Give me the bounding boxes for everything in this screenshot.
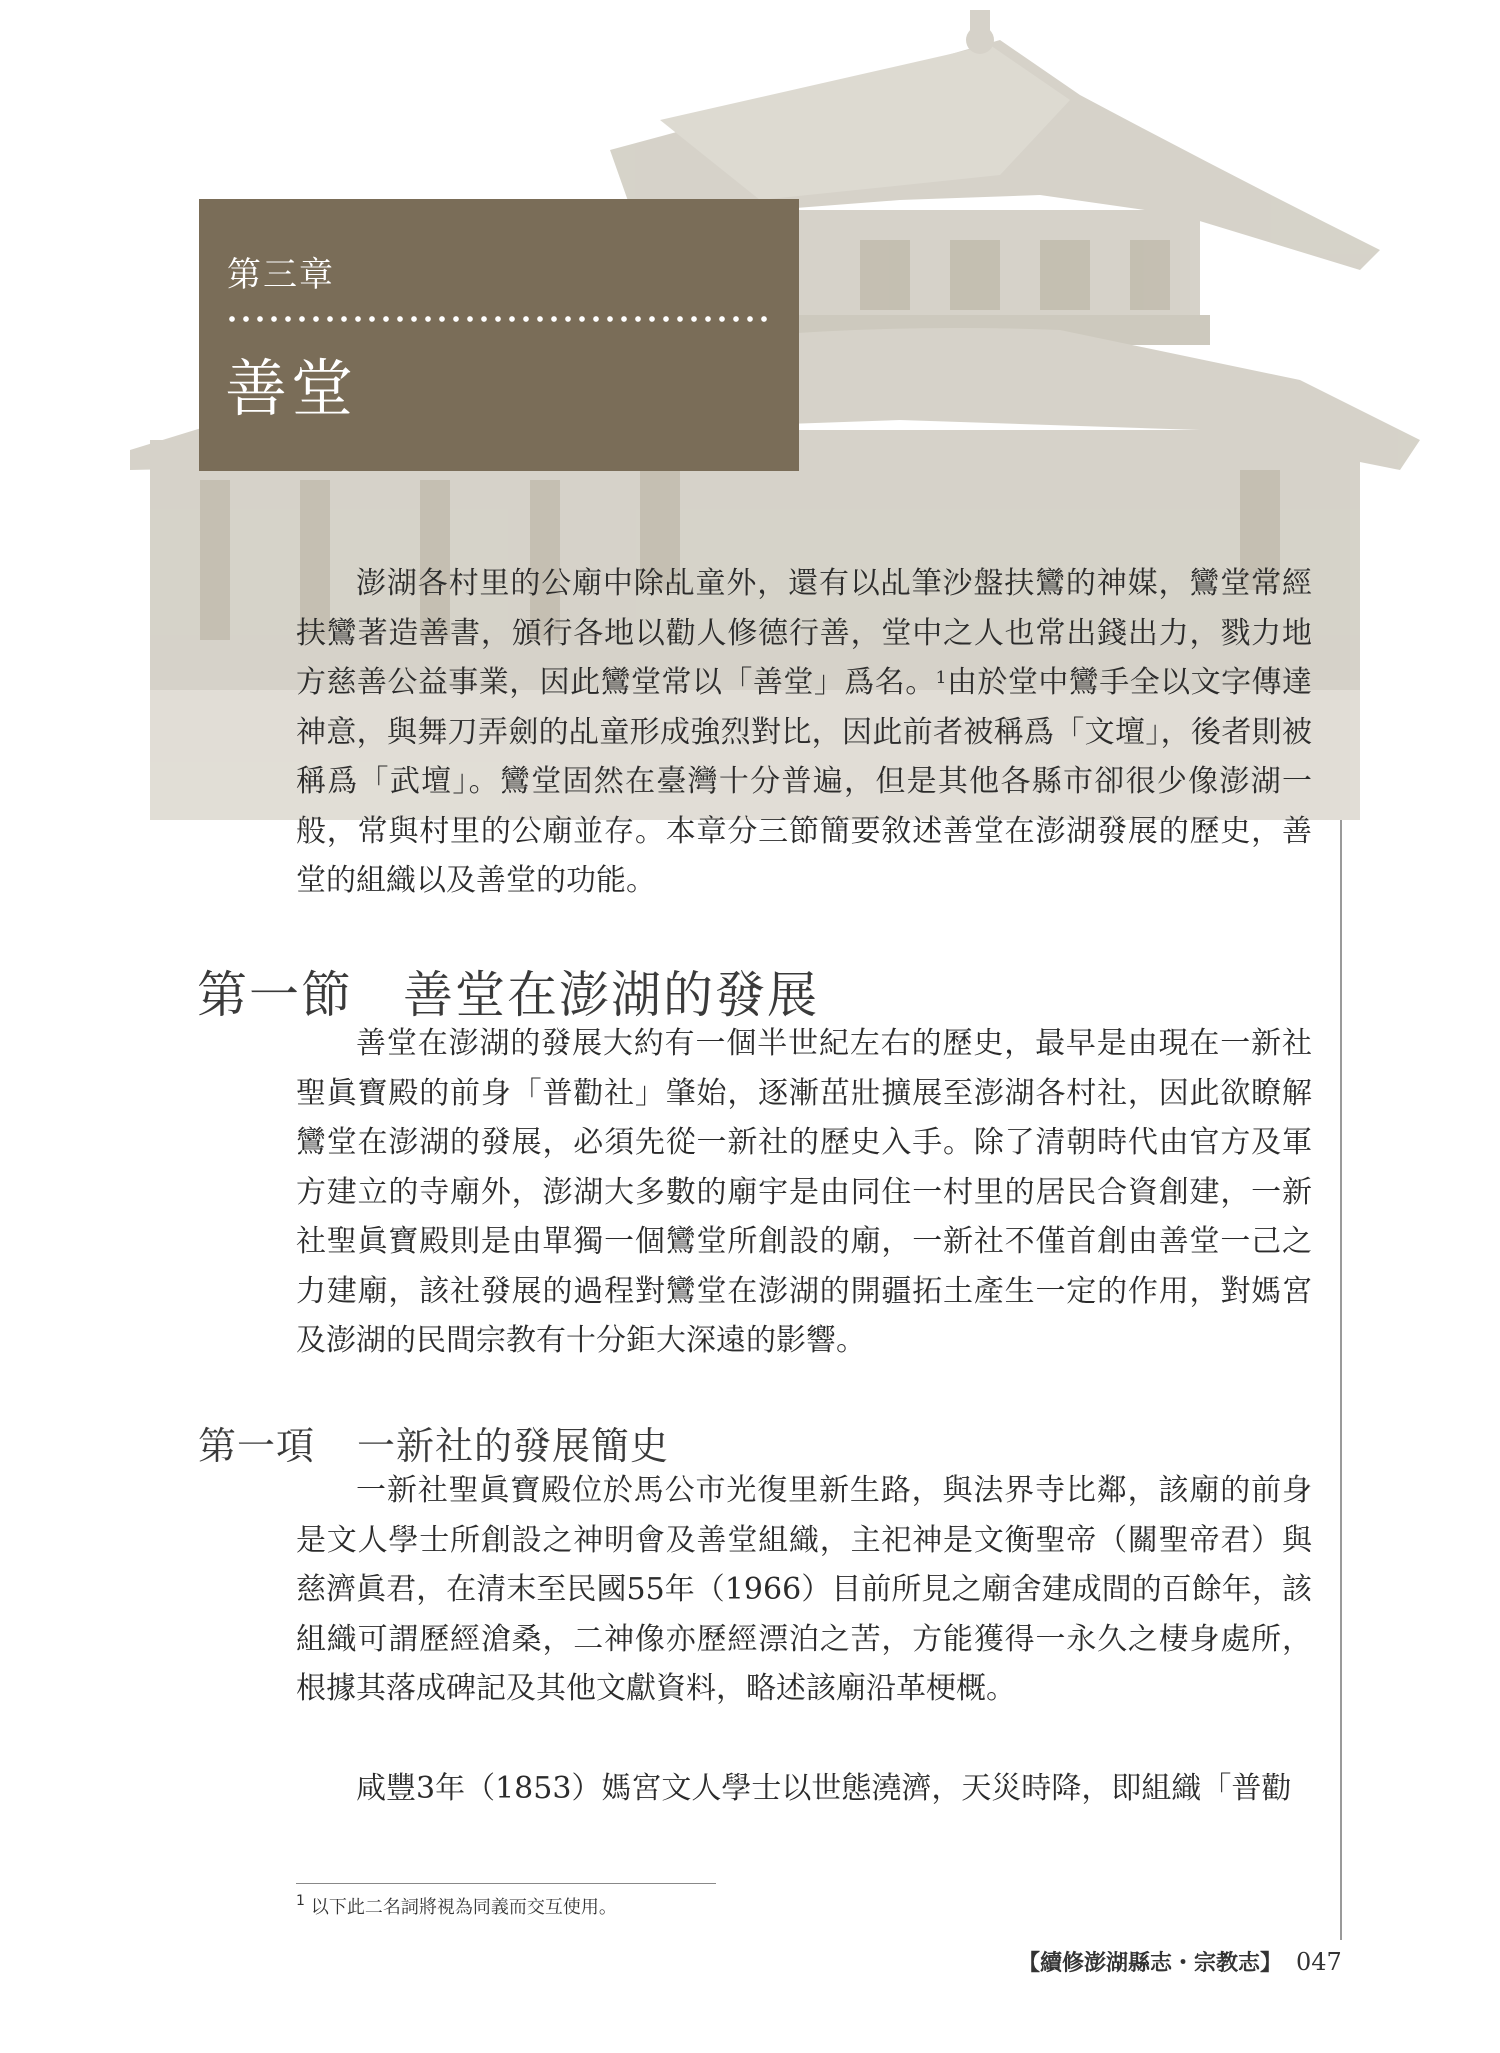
- chapter-label: 第三章: [227, 255, 335, 295]
- item-number: 第一項: [198, 1424, 316, 1468]
- book-title: 【續修澎湖縣志・宗教志】: [1018, 1950, 1283, 1976]
- item-heading: [198, 1415, 669, 1470]
- item-title: 一新社的發展簡史: [357, 1424, 670, 1468]
- intro-paragraph: [296, 559, 1312, 906]
- item-paragraph-1: 一新社聖眞寶殿位於馬公市光復里新生路，與法界寺比鄰，該廟的前身是文人學士所創設之神明會及善堂組織，主祀神是文衡聖帝（關聖帝君）與慈濟眞君，在清末至民國55年（1966）目前所見之廟舍建成間的百餘年，該組織可謂歷經滄桑，二神像亦歷經漂泊之苦，方能獲得一永久之棲身處所，根據其落成碑記及其他文獻資料，略述該廟沿革梗概。: [296, 1473, 1312, 1706]
- page-footer: [1018, 1946, 1342, 1977]
- section-title: 善堂在澎湖的發展: [403, 966, 819, 1024]
- footnote-divider: [296, 1883, 716, 1884]
- item-paragraph-2: 咸豐3年（1853）媽宮文人學士以世態澆濟，天災時降，即組織「普勸: [356, 1771, 1292, 1806]
- dotted-divider: [225, 314, 770, 324]
- intro-text-cont: 由於堂中鸞手全以文字傳達神意，與舞刀弄劍的乩童形成強烈對比，因此前者被稱爲「文壇」，後者則被稱爲「武壇」。鸞堂固然在臺灣十分普遍，但是其他各縣市卻很少像澎湖一般，常與村里的公廟並存。本章分三節簡要敘述善堂在澎湖發展的歷史，善堂的組織以及善堂的功能。: [296, 665, 1313, 898]
- section-body: 善堂在澎湖的發展大約有一個半世紀左右的歷史，最早是由現在一新社聖眞寶殿的前身「普勸社」肇始，逐漸茁壯擴展至澎湖各村社，因此欲瞭解鸞堂在澎湖的發展，必須先從一新社的歷史入手。除了清朝時代由官方及軍方建立的寺廟外，澎湖大多數的廟宇是由同住一村里的居民合資創建，一新社聖眞寶殿則是由單獨一個鸞堂所創設的廟，一新社不僅首創由善堂一己之力建廟，該社發展的過程對鸞堂在澎湖的開疆拓土產生一定的作用，對媽宮及澎湖的民間宗教有十分鉅大深遠的影響。: [296, 1026, 1312, 1358]
- footnote-number: 1: [296, 1893, 305, 1909]
- chapter-title: 善堂: [225, 352, 358, 425]
- page-number: 047: [1296, 1948, 1342, 1976]
- chapter-header-box: [199, 199, 799, 471]
- section-heading: [197, 955, 819, 1027]
- section-number: 第一節: [197, 966, 353, 1024]
- footnote-ref[interactable]: 1: [935, 668, 947, 688]
- margin-rule: [1340, 820, 1342, 1940]
- intro-text: 澎湖各村里的公廟中除乩童外，還有以乩筆沙盤扶鸞的神媒，鸞堂常經扶鸞著造善書，頒行各地以勸人修德行善，堂中之人也常出錢出力，戮力地方慈善公益事業，因此鸞堂常以「善堂」爲名。: [296, 566, 1312, 700]
- footnote-text: 以下此二名詞將視為同義而交互使用。: [310, 1897, 617, 1918]
- footnote: [296, 1893, 617, 1919]
